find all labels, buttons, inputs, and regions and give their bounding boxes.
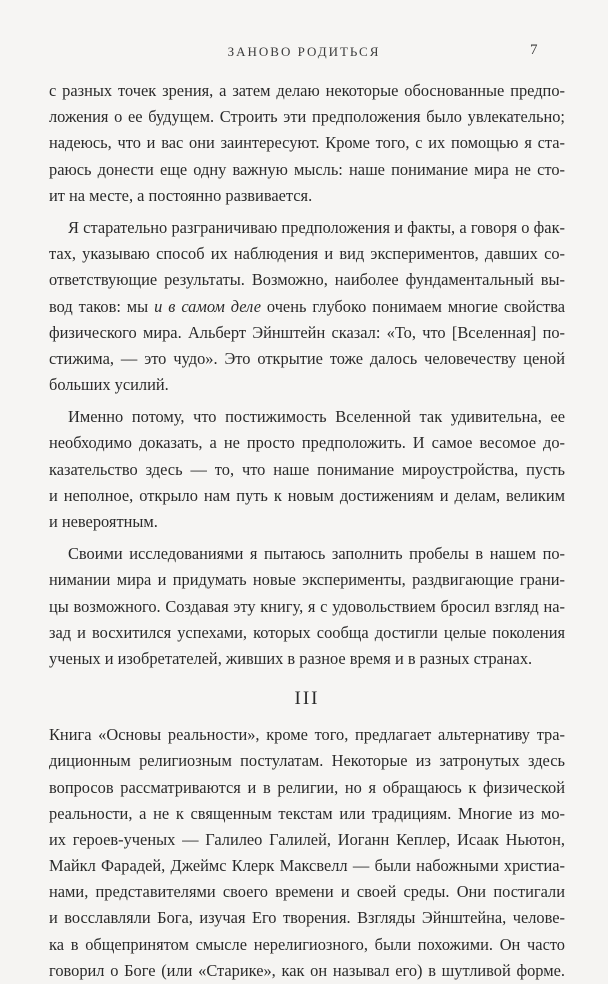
text-line: и невероятным.: [49, 512, 158, 531]
text-line: ответствующие результаты. Возможно, наиболее фундаментальный вы-: [49, 270, 565, 290]
text-line: физического мира. Альберт Эйнштейн сказал: «То, что [Вселенная] по-: [49, 322, 565, 342]
text-line: говорил о Боге (или «Старике», как он называл его) в шутливой форме.: [49, 960, 565, 980]
text-line: и неполное, открыло нам путь к новым достижениям и делам, великим: [49, 485, 565, 505]
text-line: цы возможного. Создавая эту книгу, я с удовольствием бросил взгляд на-: [49, 596, 565, 616]
paragraph: [49, 215, 565, 398]
text-line: тах, указываю способ их наблюдения и вид экспериментов, давших со-: [49, 244, 565, 264]
text-line: необходимо доказать, а не просто предположить. И самое весомое до-: [49, 433, 565, 453]
text-line: реальности, а не к священным текстам или традициям. Многие из мо-: [49, 803, 565, 823]
text-line: Книга «Основы реальности», кроме того, предлагает альтернативу тра-: [49, 725, 565, 745]
text-line: ит на месте, а постоянно развивается.: [49, 185, 313, 205]
emphasis-text: и в самом деле: [154, 296, 261, 316]
text-line: Майкл Фарадей, Джеймс Клерк Максвелл — были набожными христиа-: [49, 856, 565, 876]
text-line: и восславляли Бога, изучая Его творения. Взгляды Эйнштейна, челове-: [49, 908, 565, 928]
text-line: Своими исследованиями я пытаюсь заполнить пробелы в нашем по-: [68, 544, 565, 564]
text-line: казательство здесь — то, что наше понимание мироустройства, пусть: [49, 459, 565, 479]
section-heading: III: [294, 688, 320, 710]
text-line: Именно потому, что постижимость Вселенной так удивительна, ее: [68, 407, 565, 427]
text-line: [49, 294, 565, 320]
text-line: вопросов рассматриваются и в религии, но я обращаюсь к физической: [49, 777, 565, 797]
text-line: ка в общепринятом смысле нерелигиозного, были похожими. Он часто: [49, 934, 565, 954]
text-line: раюсь донести еще одну важную мысль: наше понимание мира не сто-: [49, 159, 565, 179]
text-line: с разных точек зрения, а затем делаю некоторые обоснованные предпо-: [49, 81, 565, 100]
paragraph: [49, 78, 565, 209]
text-line: надеюсь, что и вас они заинтересуют. Кроме того, с их помощью я ста-: [49, 133, 565, 153]
text-run: вод таков: мы: [49, 296, 155, 316]
text-line: больших усилий.: [49, 375, 169, 395]
paragraph: [49, 404, 565, 535]
text-line: зад и восхитился успехами, которых сообща достигли целые поколения: [49, 622, 565, 642]
paragraph: [49, 541, 565, 672]
text-line: ученых и изобретателей, живших в разное время и в разных странах.: [49, 648, 533, 668]
text-run: очень глубоко понимаем многие свойства: [260, 296, 565, 316]
page-number: 7: [530, 42, 538, 58]
text-line: ложения о ее будущем. Строить эти предположения было увлекательно;: [49, 107, 565, 127]
text-line: стижима, — это чудо». Это открытие тоже далось человечеству ценой: [49, 348, 565, 368]
paragraph: [49, 722, 565, 984]
text-line: нимании мира и придумать новые эксперименты, раздвигающие грани-: [49, 570, 565, 590]
page-body: [49, 78, 565, 984]
text-line: диционным религиозным постулатам. Некоторые из затронутых здесь: [49, 751, 565, 771]
text-line: их героев-ученых — Галилео Галилей, Иоганн Кеплер, Исаак Ньютон,: [49, 829, 565, 849]
running-head-title: ЗАНОВО РОДИТЬСЯ: [227, 44, 381, 59]
text-line: Я старательно разграничиваю предположения и факты, а говоря о фак-: [68, 217, 565, 237]
text-line: нами, представителями своего времени и своей среды. Они постигали: [49, 882, 565, 902]
